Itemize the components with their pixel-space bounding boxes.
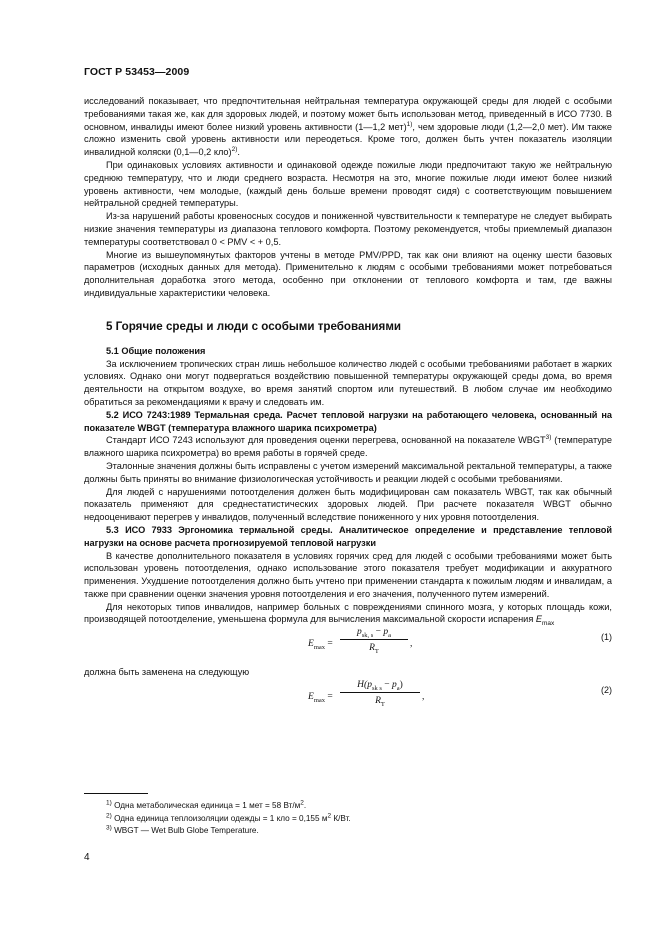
paragraph: При одинаковых условиях активности и одинаковой одежде пожилые люди предпочитают такую же нейтральную среднюю температуру, что и люди среднего возраста. Несмотря на это, многие пожилые люди имеют более низкий уровень активности, чем молодые, (каждый день больше времени проводят сидя) с соответствующим повышением нейтральной средней температуры. <box>84 159 612 209</box>
footnote: $^{2)}$ Одна единица теплоизоляции одежды = 1 кло = 0,155 $м^2$ К/Вт. <box>106 811 351 823</box>
subsection-heading-5-3: 5.3 ИСО 7933 Эргономика термальной среды. Аналитическое определение и представление тепловой нагрузки на основе расчета прогнозируемой тепловой нагрузки <box>84 524 612 548</box>
document-header: ГОСТ Р 53453—2009 <box>84 66 190 78</box>
paragraph: За исключением тропических стран лишь небольшое количество людей с особыми требованиями работает в жарких условиях. Однако они могут подвергаться воздействию повышенной температуры окружающей среды дома, во время деятельности на открытом воздухе, во время занятий спортом или путешествий. В любом случае им необходимо обратиться за рекомендациями к врачу и следовать им. <box>84 358 612 407</box>
paragraph: Для людей с нарушениями потоотделения должен быть модифицирован сам показатель WBGT, так как обычный показатель применяют для среднестатистических здоровых людей. При расчете показателя WBGT обычно недооценивают перегрев у инвалидов, полученный вследствие пониженного у них уровня потоотделения. <box>84 486 612 523</box>
formula-number-1: (1) <box>601 632 612 643</box>
paragraph: Многие из вышеупомянутых факторов учтены в методе PMV/PPD, так как они влияют на оценку шести базовых параметров (исходных данных для метода). Применительно к людям с особыми требованиями может потребоваться дополнительная доработка этого метода, особенно при отклонении от теплового комфорта и там, где важны индивидуальные характеристики человека. <box>84 249 612 298</box>
paragraph: Из-за нарушений работы кровеносных сосудов и пониженной чувствительности к температуре не следует выбирать низкие значения температуры из диапазона теплового комфорта. Поэтому рекомендуется, чтобы приемлемый диапазон температуры соответствовал 0 < PMV < + 0,5. <box>84 211 612 247</box>
paragraph: Для некоторых типов инвалидов, например больных с повреждениями спинного мозга, у которых площадь кожи, производящей потоотделение, уменьшена формула для вычисления максимальной скорости испарения $E_{max}$ <box>84 601 612 628</box>
paragraph: В качестве дополнительного показателя в условиях горячих сред для людей с особыми требованиями может быть использован уровень потоотделения, однако использование этого показателя требует модификации и аккуратного применения. Ухудшение потоотделения должно быть учтено при применении стандарта к пожилым людям и инвалидам, а также при сравнении оценки значения уровня потоотделения и его значения, полученного путем измерений. <box>84 550 612 599</box>
paragraph: Стандарт ИСО 7243 используют для проведения оценки перегрева, основанной на показателе WBGT$^{3)}$ (температуре влажного шарика психрометра) во время работы в горячей среде. <box>84 434 612 459</box>
footnotes <box>106 800 606 838</box>
formula-number-2: (2) <box>601 685 612 696</box>
paragraph: Эталонные значения должны быть исправлены с учетом измерений максимальной ректальной температуры, а также должны быть приняты во внимание физиологическая устойчивость и реакции людей с особыми требованиями. <box>84 460 612 484</box>
page-number: 4 <box>84 852 90 863</box>
document-body <box>84 95 612 719</box>
paragraph: должна быть заменена на следующую <box>84 667 250 678</box>
subsection-heading-5-2: 5.2 ИСО 7243:1989 Термальная среда. Расчет тепловой нагрузки на работающего человека, основанный на показателе WBGT (температура влажного шарика психрометра) <box>84 409 612 433</box>
subsection-heading-5-1: 5.1 Общие положения <box>106 345 206 356</box>
footnote: $^{3)}$ WBGT — Wet Bulb Globe Temperature. <box>106 824 259 836</box>
section-heading-5: 5 Горячие среды и люди с особыми требованиями <box>106 319 402 333</box>
footnote: $^{1)}$ Одна метаболическая единица = 1 мет = 58 $Вт/м^2$. <box>106 799 307 810</box>
paragraph: исследований показывает, что предпочтительная нейтральная температура окружающей среды для людей с особыми требованиями такая же, как для здоровых людей, и поэтому может быть использован метод, приведенный в ИСО 7730. В основном, инвалиды имеют более низкий уровень активности (1—1,2 мет)$^{1)}$, чем здоровые люди (1,2—2,0 мет). Им также сложно изменить свой уровень активности или переодеться. Кроме того, должен быть учтен показатель изоляции инвалидной коляски (0,1—0,2 кло)$^{2)}$. <box>84 96 612 158</box>
formula-1: $E_{max}$ = $p_{sk, s} - p_a$ $R_T$ , (1) <box>308 627 612 656</box>
footnote-separator <box>84 793 148 794</box>
formula-2: $E_{max}$ = $H(p_{sk s} - p_a)$ $R_T$ , (2) <box>308 680 612 708</box>
